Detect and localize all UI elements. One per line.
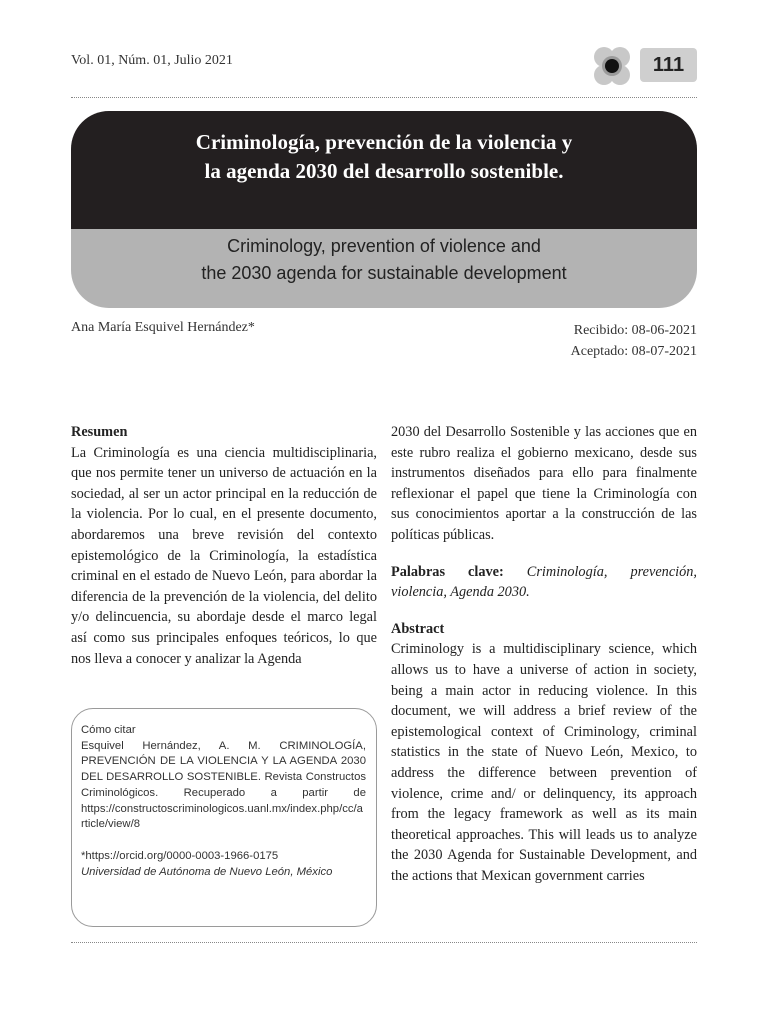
right-column <box>391 422 697 886</box>
bottom-divider <box>71 942 697 943</box>
page-number: 111 <box>640 48 697 82</box>
top-divider <box>71 97 697 98</box>
left-column <box>71 422 377 669</box>
keywords-text: Criminología, prevención, violencia, Agenda 2030. <box>391 563 698 601</box>
volume-info: Vol. 01, Núm. 01, Julio 2021 <box>71 53 233 68</box>
resumen-text: La Criminología es una ciencia multidisciplinaria, que nos permite tener un universo de actuación en la sociedad, al ser un actor principal en la reducción de la violencia. Por lo cual, en el presente documento, abordaremos una breve revisión del contexto epistemológico de la Criminología, la estadística criminal en el estado de Nuevo León, para abordar la diferencia de la prevención de la violencia, del delito y/o delincuencia, su abordaje desde el marco legal así como sus principales enfoques teóricos, lo que nos lleva a conocer y analizar la Agenda <box>71 444 377 667</box>
citation-box <box>71 708 377 927</box>
journal-logo-icon <box>590 46 634 86</box>
title-spanish-line-2: la agenda 2030 del desarrollo sostenible. <box>204 159 564 183</box>
title-english-line-1: Criminology, prevention of violence and <box>227 236 541 256</box>
citation-heading: Cómo citar <box>81 724 136 736</box>
keywords-label: Palabras clave: <box>391 563 504 580</box>
title-english-line-2: the 2030 agenda for sustainable development <box>201 263 567 283</box>
citation-text: Esquivel Hernández, A. M. CRIMINOLOGÍA, PREVENCIÓN DE LA VIOLENCIA Y LA AGENDA 2030 DEL DESARROLLO SOSTENIBLE. Revista Constructos Criminológicos. Recuperado a partir de https://constructoscriminologicos.uanl.mx/index.php/cc/article/view/8 <box>81 739 366 831</box>
title-spanish <box>71 111 697 229</box>
orcid-link[interactable]: *https://orcid.org/0000-0003-1966-0175 <box>81 849 279 862</box>
keywords <box>391 562 697 603</box>
affiliation: Universidad de Autónoma de Nuevo León, México <box>81 865 333 878</box>
received-date: Recibido: 08-06-2021 <box>573 323 697 338</box>
resumen-continuation: 2030 del Desarrollo Sostenible y las acciones que en este rubro realiza el gobierno mexicano, desde sus instrumentos diseñados para ello para finalmente reflexionar el papel que tiene la Criminología con sus conocimientos aportar a la construcción de las políticas públicas. <box>391 424 697 543</box>
title-spanish-line-1: Criminología, prevención de la violencia y <box>195 130 573 154</box>
title-english <box>71 229 697 308</box>
abstract-text: Criminology is a multidisciplinary science, which allows us to have a universe of action in society, being a main actor in reducing violence. In this document, we will address a brief review of the epistemological context of Criminology, criminal statistics in the state of Nuevo León, Mexico, to address the difference between prevention of violence, crime and/ or delinquency, its approach from the legacy framework as well as its main theoretical approaches. This will leads us to analyze the 2030 Agenda for Sustainable Development, and the actions that Mexican government carries <box>391 641 697 884</box>
author-name: Ana María Esquivel Hernández* <box>71 320 255 335</box>
abstract-heading: Abstract <box>391 620 445 637</box>
resumen-heading: Resumen <box>71 424 128 440</box>
dates <box>571 320 697 362</box>
accepted-date: Aceptado: 08-07-2021 <box>570 344 697 359</box>
